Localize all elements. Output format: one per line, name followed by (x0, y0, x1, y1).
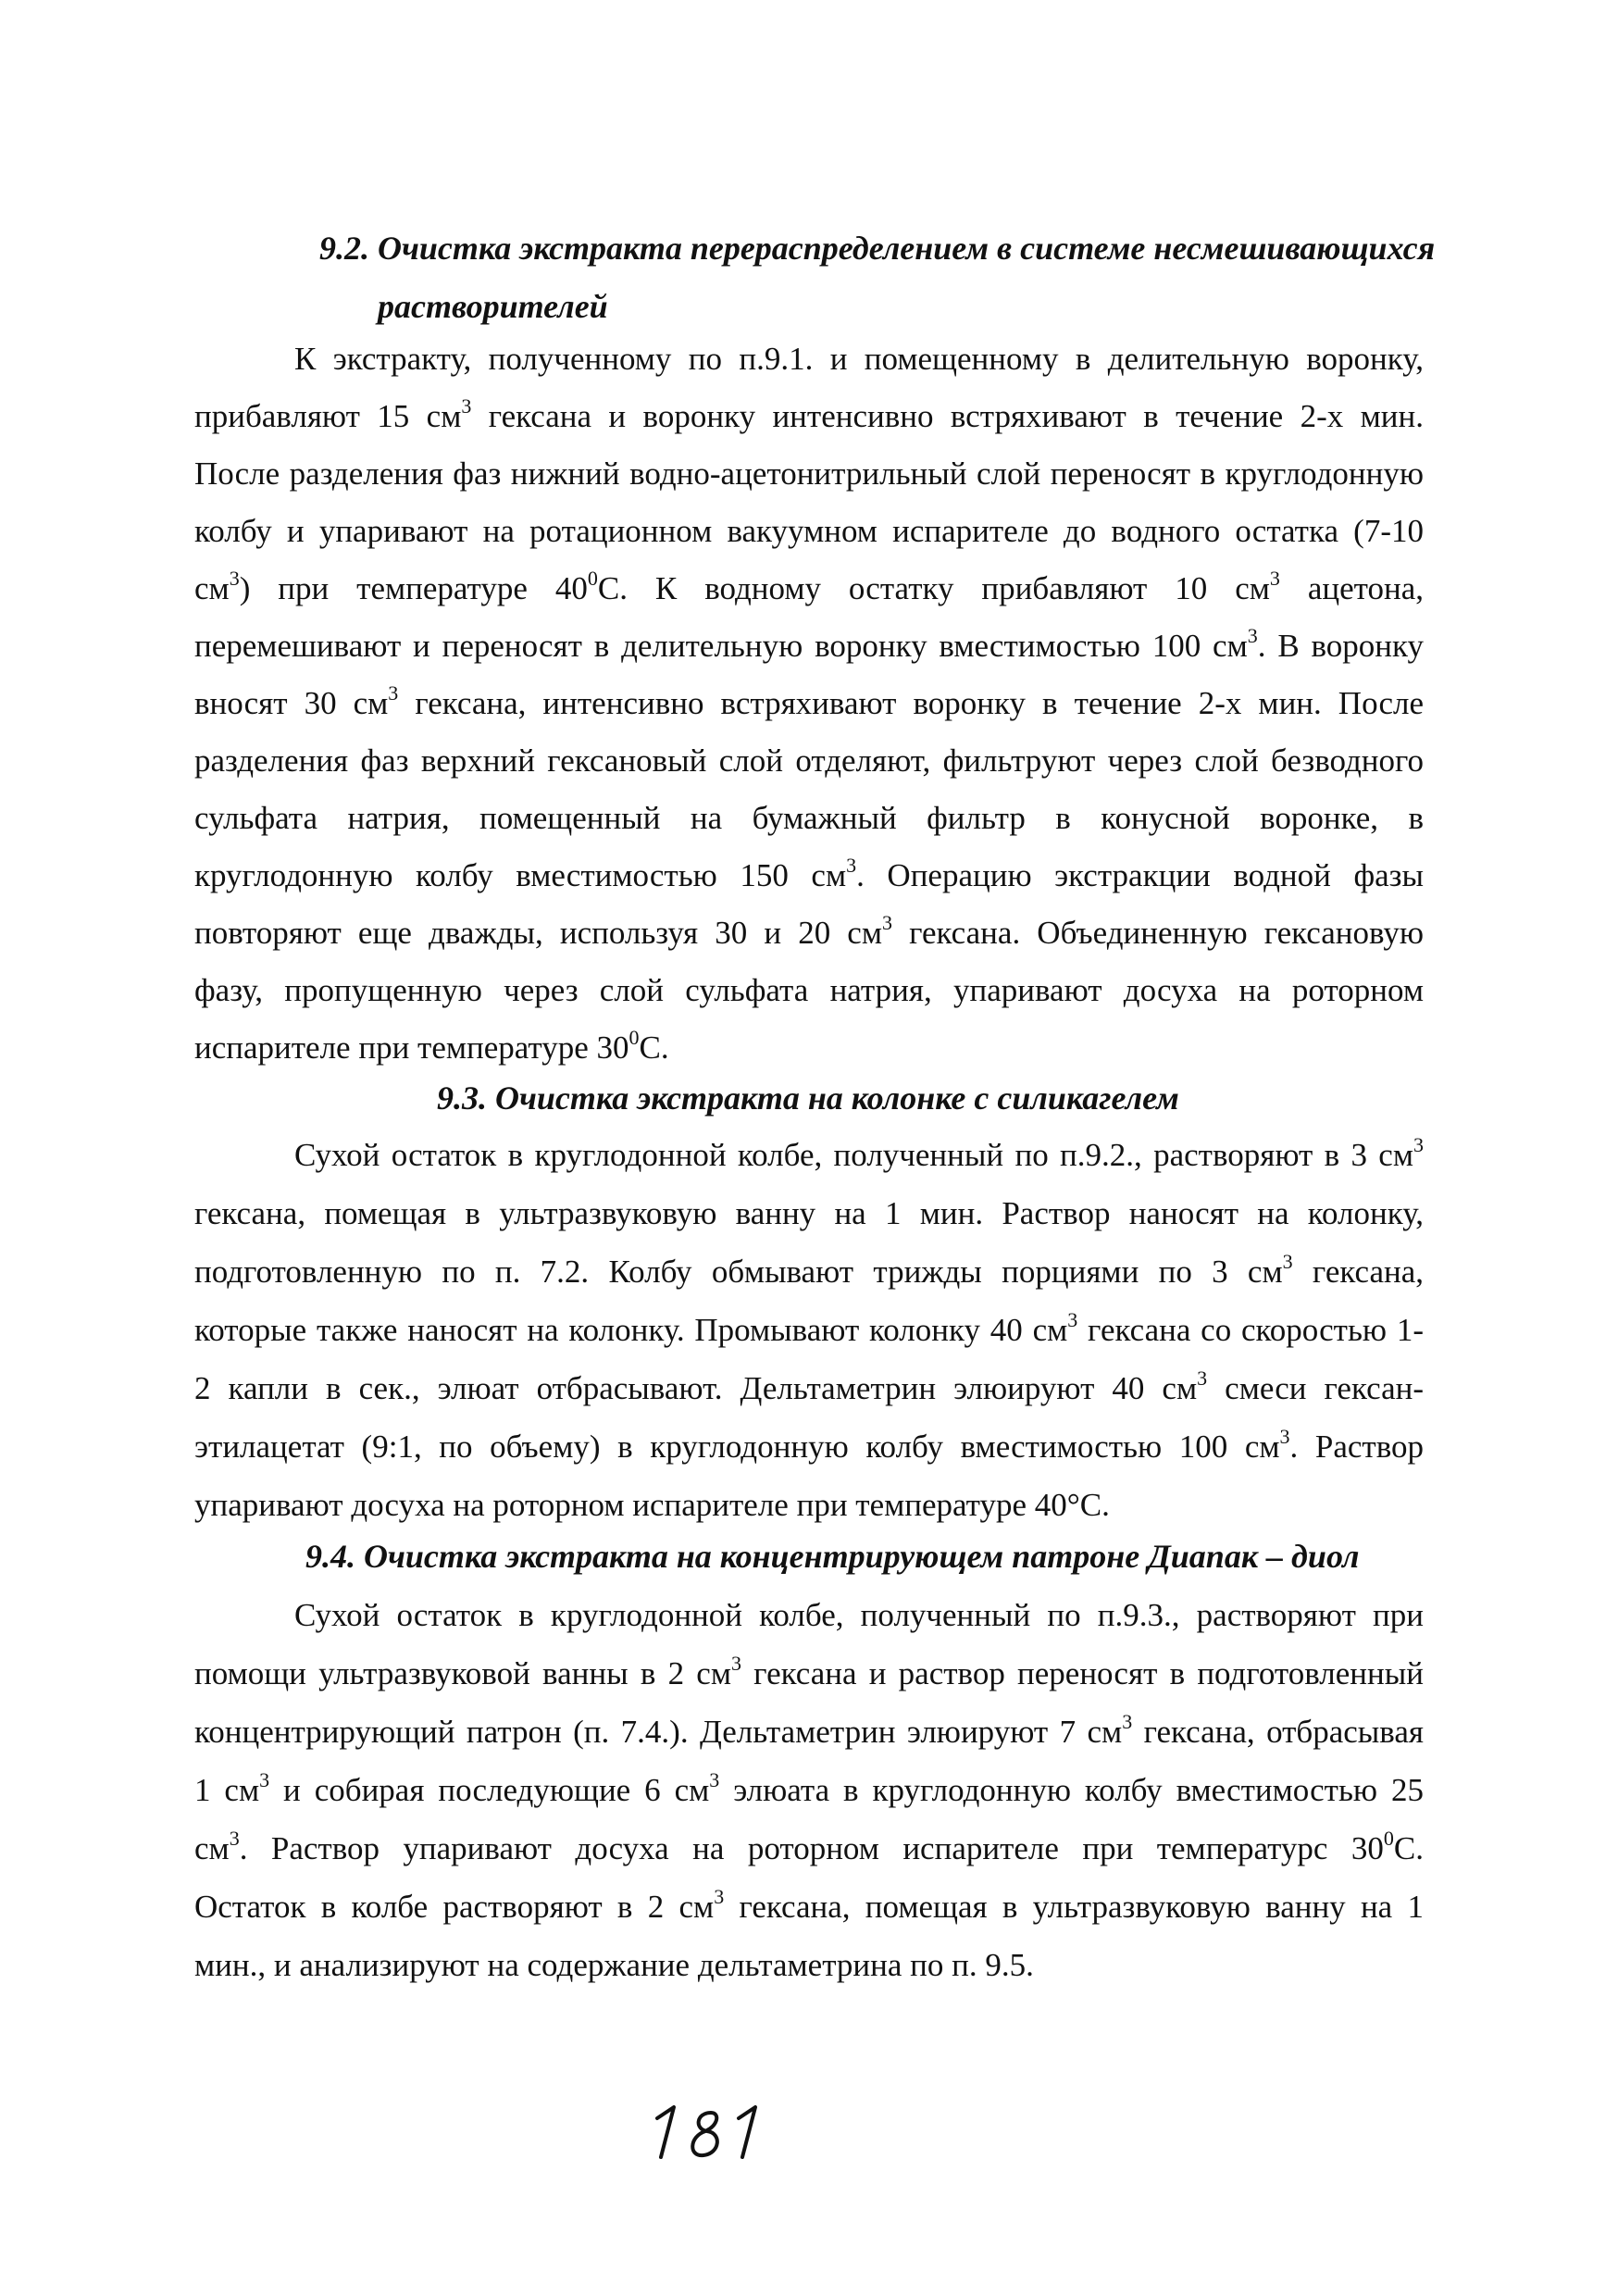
paragraph-line: концентрирующий патрон (п. 7.4.). Дельтаметрин элюируют 7 $см^3$ гексана, отбрасывая (194, 1710, 1424, 1750)
paragraph-line: вносят 30 $см^3$ гексана, интенсивно встряхивают воронку в течение 2-х мин. После (194, 681, 1424, 721)
paragraph-line: Сухой остаток в круглодонной колбе, полученный по п.9.2., растворяют в 3 $см^3$ (294, 1133, 1424, 1173)
paragraph-line: испарителе при температуре $30^0С$. (194, 1026, 669, 1066)
paragraph-line: Остаток в колбе растворяют в 2 $см^3$ гексана, помещая в ультразвуковую ванну на 1 (194, 1885, 1424, 1925)
paragraph-line: сульфата натрия, помещенный на бумажный фильтр в конусной воронке, в (194, 800, 1424, 836)
section-9-4-heading: 9.4. Очистка экстракта на концентрирующем патроне Диапак – диол (305, 1538, 1360, 1575)
paragraph-line: 1 $см^3$ и собирая последующие 6 $см^3$ элюата в круглодонную колбу вместимостью 25 (194, 1768, 1425, 1808)
section-9-3-heading: 9.3. Очистка экстракта на колонке с силикагелем (437, 1079, 1179, 1117)
paragraph-line: 2 капли в сек., элюат отбрасывают. Дельтаметрин элюируют 40 $см^3$ смеси гексан- (194, 1366, 1424, 1406)
paragraph-line: повторяют еще дважды, используя 30 и 20 $см^3$ гексана. Объединенную гексановую (194, 911, 1424, 951)
paragraph-line: разделения фаз верхний гексановый слой отделяют, фильтруют через слой безводного (194, 742, 1424, 779)
paragraph-line: перемешивают и переносят в делительную воронку вместимостью 100 $см^3$. В воронку (194, 624, 1425, 664)
paragraph-line: круглодонную колбу вместимостью 150 $см^3$. Операцию экстракции водной фазы (194, 854, 1424, 893)
paragraph-line: К экстракту, полученному по п.9.1. и помещенному в делительную воронку, (294, 341, 1424, 377)
paragraph-line: помощи ультразвуковой ванны в 2 $см^3$ гексана и раствор переносят в подготовленный (194, 1652, 1424, 1691)
paragraph-line: После разделения фаз нижний водно-ацетонитрильный слой переносят в круглодонную (194, 455, 1424, 492)
paragraph-line: $см^3$. Раствор упаривают досуха на роторном испарителе при температурс $30^0С$. (194, 1827, 1424, 1866)
paragraph-line: Сухой остаток в круглодонной колбе, полученный по п.9.3., растворяют при (294, 1597, 1424, 1633)
paragraph-line: которые также наносят на колонку. Промывают колонку 40 $см^3$ гексана со скоростью 1- (194, 1308, 1425, 1348)
handwritten-page-number (629, 2092, 796, 2166)
paragraph-line: колбу и упаривают на ротационном вакуумном испарителе до водного остатка (7-10 (194, 513, 1424, 549)
section-9-2-heading-line2: растворителей (378, 288, 608, 325)
paragraph-line: фазу, пропущенную через слой сульфата натрия, упаривают досуха на роторном (194, 972, 1424, 1008)
paragraph-line: гексана, помещая в ультразвуковую ванну на 1 мин. Раствор наносят на колонку, (194, 1195, 1424, 1231)
paragraph-line: $см^3$) при температуре $40^0С$. К водному остатку прибавляют 10 $см^3$ ацетона, (194, 567, 1424, 606)
paragraph-line: упаривают досуха на роторном испарителе при температуре 40°С. (194, 1487, 1110, 1523)
section-9-2-heading-line1: 9.2. Очистка экстракта перераспределением в системе несмешивающихся (319, 230, 1436, 267)
paragraph-line: этилацетат (9:1, по объему) в круглодонную колбу вместимостью 100 $см^3$. Раствор (194, 1425, 1424, 1465)
paragraph-line: мин., и анализируют на содержание дельтаметрина по п. 9.5. (194, 1947, 1034, 1983)
paragraph-line: подготовленную по п. 7.2. Колбу обмывают трижды порциями по 3 $см^3$ гексана, (194, 1250, 1424, 1290)
paragraph-line: прибавляют 15 $см^3$ гексана и воронку интенсивно встряхивают в течение 2-х мин. (194, 394, 1424, 434)
